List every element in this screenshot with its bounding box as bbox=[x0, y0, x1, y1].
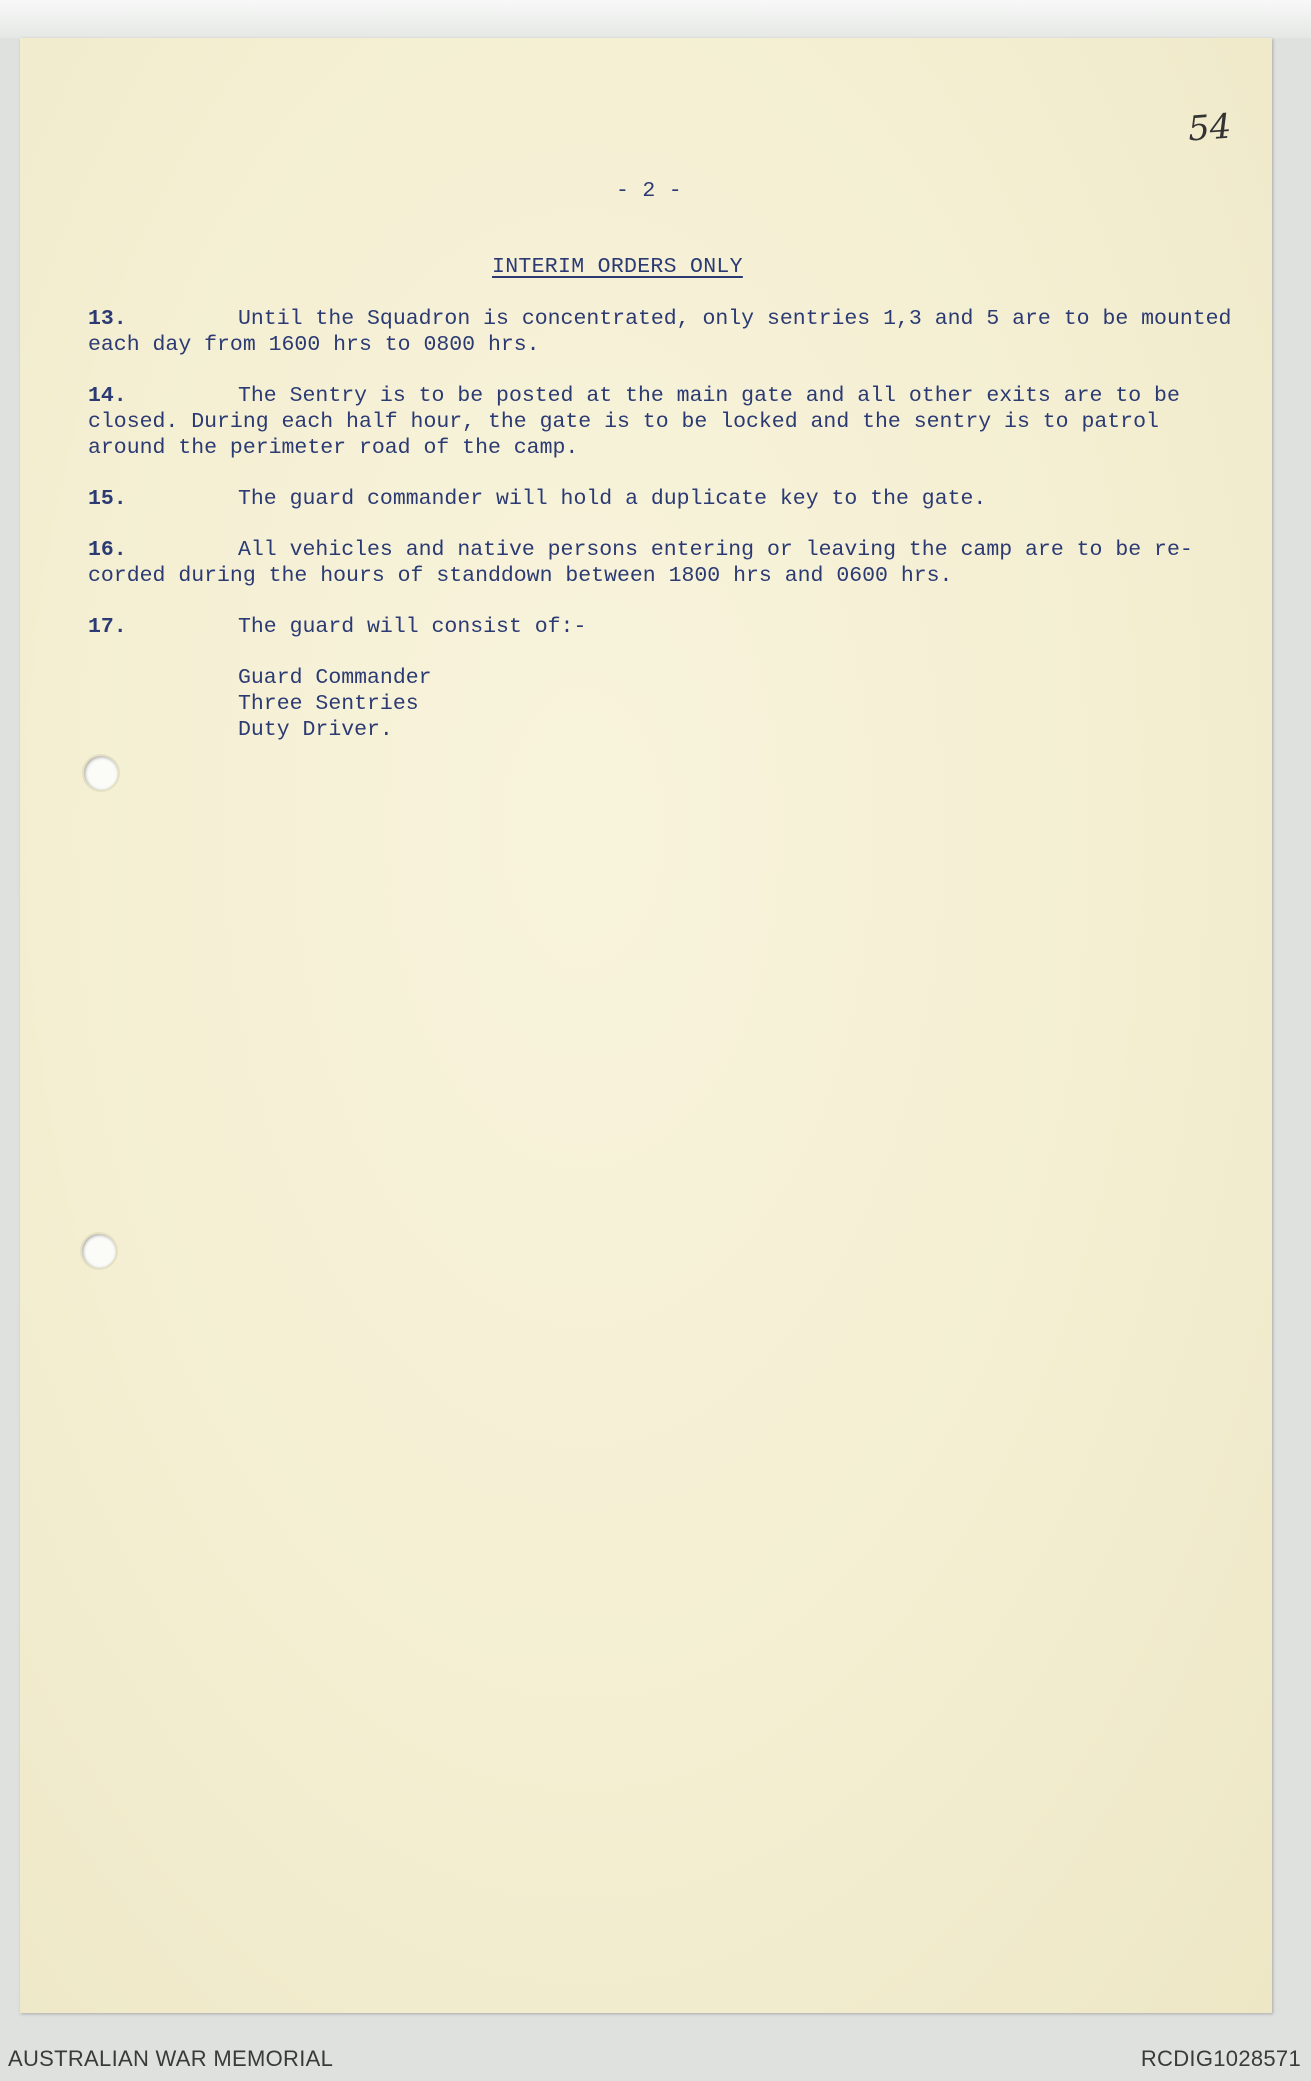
page-number: - 2 - bbox=[616, 179, 683, 203]
handwritten-folio-number: 54 bbox=[1186, 106, 1233, 150]
paragraph-14-line-2: closed. During each half hour, the gate is to be locked and the sentry is to patrol bbox=[88, 410, 1159, 434]
punch-hole-bottom bbox=[82, 1234, 116, 1268]
footer-record-id: RCDIG1028571 bbox=[1140, 2046, 1301, 2071]
heading: INTERIM ORDERS ONLY bbox=[492, 255, 743, 279]
footer-archive-name: AUSTRALIAN WAR MEMORIAL bbox=[8, 2046, 334, 2071]
paragraph-16-line-2: corded during the hours of standdown between 1800 hrs and 0600 hrs. bbox=[88, 564, 953, 588]
paragraph-15-line-1: The guard commander will hold a duplicate key to the gate. bbox=[238, 487, 987, 511]
top-border bbox=[0, 0, 1311, 38]
paragraph-14-number: 14. bbox=[88, 384, 127, 408]
paragraph-14-line-1: The Sentry is to be posted at the main gate and all other exits are to be bbox=[238, 384, 1180, 408]
paragraph-13-line-1: Until the Squadron is concentrated, only sentries 1,3 and 5 are to be mounted bbox=[238, 307, 1232, 331]
paragraph-15-number: 15. bbox=[88, 487, 127, 511]
guard-list-item-2: Three Sentries bbox=[238, 692, 419, 716]
paragraph-13-line-2: each day from 1600 hrs to 0800 hrs. bbox=[88, 333, 540, 357]
paragraph-16-line-1: All vehicles and native persons entering or leaving the camp are to be re- bbox=[238, 538, 1193, 562]
guard-list-item-3: Duty Driver. bbox=[238, 718, 393, 742]
paragraph-16-number: 16. bbox=[88, 538, 127, 562]
paragraph-14-line-3: around the perimeter road of the camp. bbox=[88, 436, 579, 460]
paragraph-17-number: 17. bbox=[88, 615, 127, 639]
punch-hole-top bbox=[84, 756, 118, 790]
paragraph-17-line-1: The guard will consist of:- bbox=[238, 615, 587, 639]
guard-list-item-1: Guard Commander bbox=[238, 666, 432, 690]
paragraph-13-number: 13. bbox=[88, 307, 127, 331]
